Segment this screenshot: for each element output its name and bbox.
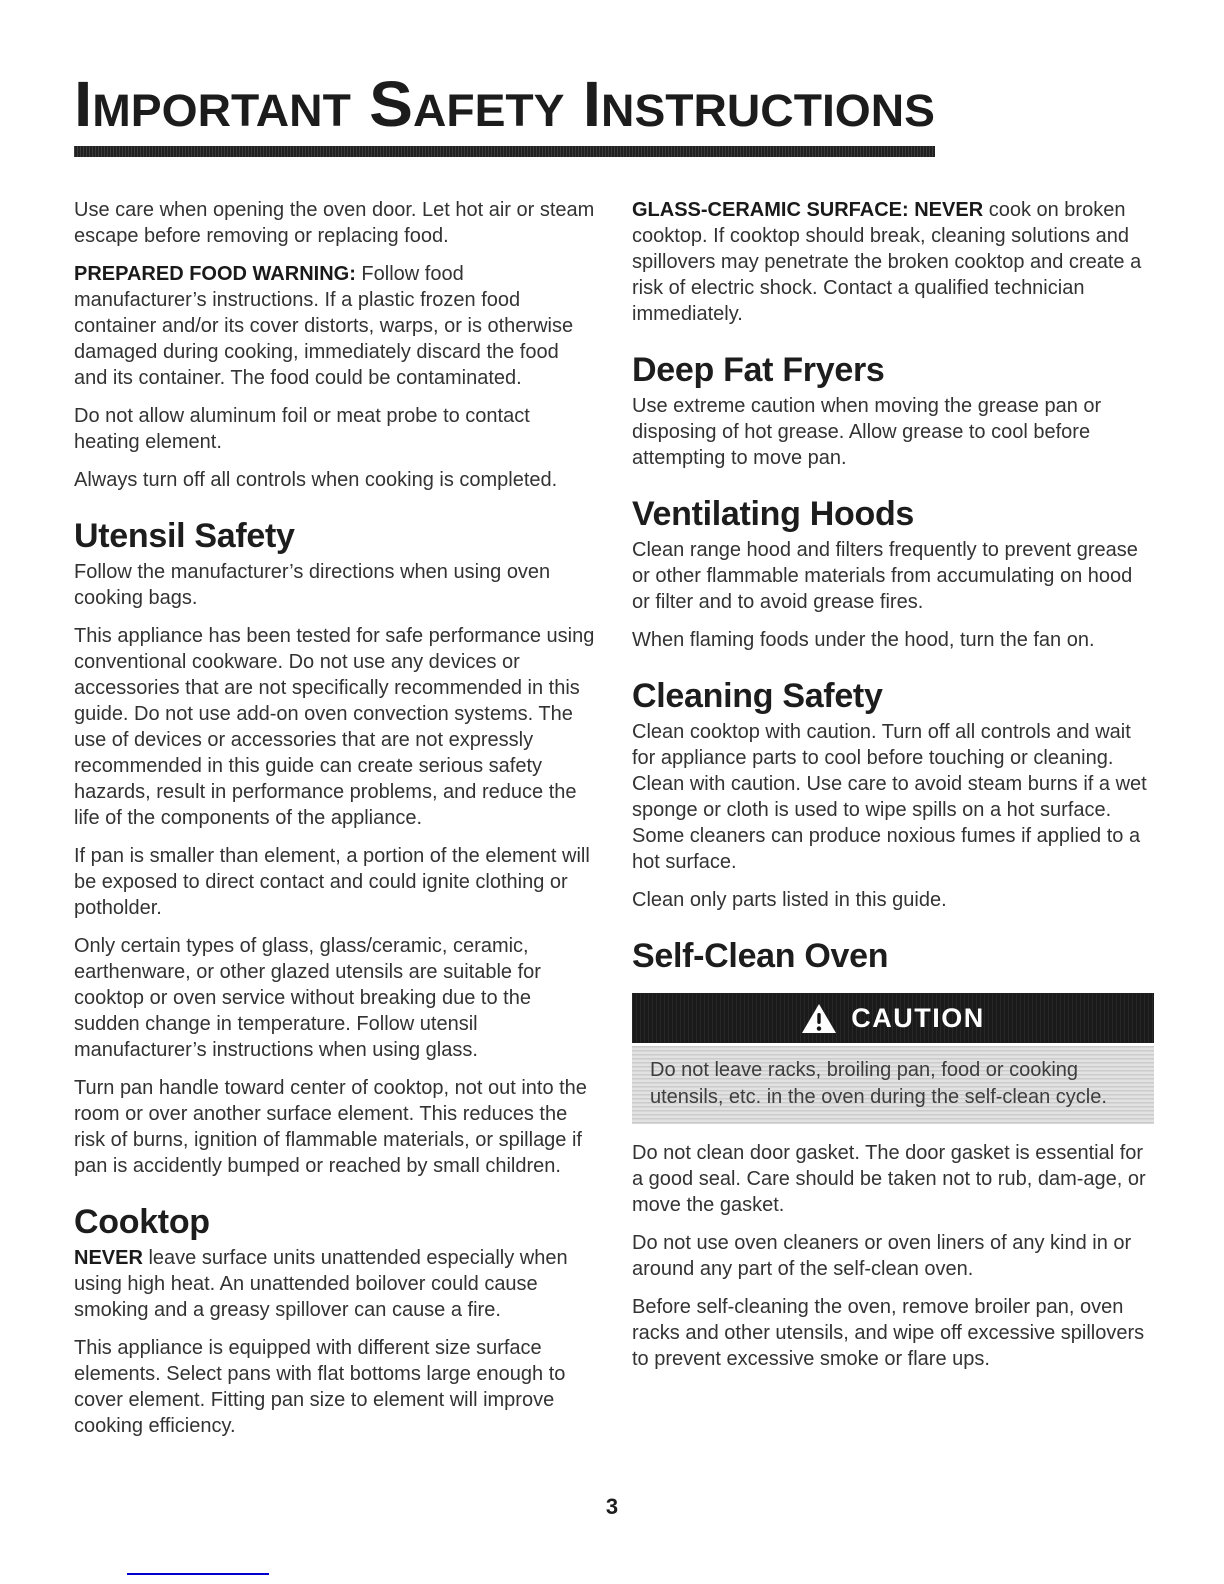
content-columns: [74, 197, 1150, 1451]
paragraph: [632, 1140, 1154, 1218]
page-title: Important Safety Instructions: [74, 68, 935, 140]
paragraph: [632, 887, 1154, 913]
paragraph: [632, 1294, 1154, 1372]
paragraph: [74, 933, 596, 1063]
paragraph: [74, 467, 596, 493]
section-heading: Self-Clean Oven: [632, 937, 889, 975]
paragraph-text: Follow the manufacturer’s directions when using oven cooking bags.: [74, 561, 551, 609]
left-column: [74, 197, 596, 1451]
section-heading: Cooktop: [74, 1203, 210, 1241]
bold-lead: GLASS-CERAMIC SURFACE: NEVER: [632, 199, 984, 221]
paragraph: [74, 1075, 596, 1179]
paragraph-text: cook on broken cooktop. If cooktop should break, cleaning solutions and spillovers may penetrate the broken cooktop and create a risk of electric shock. Contact a qualified technician immediately.: [632, 199, 1142, 325]
paragraph: [632, 627, 1154, 653]
page-header: [74, 68, 1150, 157]
paragraph-text: Clean range hood and filters frequently to prevent grease or other flammable materials from accumulating on hood or filter and to avoid grease fires.: [632, 539, 1138, 613]
page-number: 3: [605, 1494, 619, 1519]
paragraph: [74, 403, 596, 455]
caution-label: CAUTION: [851, 1002, 985, 1033]
bold-lead: PREPARED FOOD WARNING:: [74, 263, 356, 285]
paragraph-text: Turn pan handle toward center of cooktop, not out into the room or over another surface element. This reduces the risk of burns, ignition of flammable materials, or spillage if pan is accidently bumped or reached by small children.: [74, 1077, 587, 1177]
paragraph-text: Use extreme caution when moving the grease pan or disposing of hot grease. Allow grease to cool before attempting to move pan.: [632, 395, 1102, 469]
paragraph-text: Use care when opening the oven door. Let hot air or steam escape before removing or replacing food.: [74, 199, 595, 247]
paragraph-text: Always turn off all controls when cooking is completed.: [74, 469, 558, 491]
title-underline-bar: [74, 146, 935, 157]
paragraph: [74, 1245, 596, 1323]
section-heading: Ventilating Hoods: [632, 495, 915, 533]
section-heading: Cleaning Safety: [632, 677, 883, 715]
paragraph: [632, 537, 1154, 615]
paragraph: [632, 1230, 1154, 1282]
paragraph-text: Follow food manufacturer’s instructions. If a plastic frozen food container and/or its cover distorts, warps, or is otherwise damaged during cooking, immediately discard the food and its container. The food could be contaminated.: [74, 263, 574, 389]
paragraph-text: Do not use oven cleaners or oven liners of any kind in or around any part of the self-clean oven.: [632, 1232, 1132, 1280]
paragraph: [74, 1335, 596, 1439]
caution-box: [632, 993, 1154, 1124]
paragraph: [632, 197, 1154, 327]
caution-body-text: Do not leave racks, broiling pan, food or cooking utensils, etc. in the oven during the self-clean cycle.: [632, 1043, 1154, 1124]
paragraph: [74, 261, 596, 391]
paragraph-text: leave surface units unattended especially when using high heat. An unattended boilover could cause smoking and a greasy spillover can cause a fire.: [74, 1247, 568, 1321]
section-heading: Utensil Safety: [74, 517, 295, 555]
paragraph-text: Do not allow aluminum foil or meat probe to contact heating element.: [74, 405, 530, 453]
paragraph-text: Before self-cleaning the oven, remove broiler pan, oven racks and other utensils, and wipe off excessive spillovers to prevent excessive smoke or flare ups.: [632, 1296, 1145, 1370]
paragraph: [632, 393, 1154, 471]
caution-header: [632, 993, 1154, 1043]
paragraph-text: This appliance has been tested for safe performance using conventional cookware. Do not use any devices or accessories that are not specifically recommended in this guide. Do not use add-on oven convection systems. The use of devices or accessories that are not expressly recommended in this guide can create serious safety hazards, result in performance problems, and reduce the life of the components of the appliance.: [74, 625, 595, 829]
paragraph: [74, 197, 596, 249]
paragraph-text: When flaming foods under the hood, turn the fan on.: [632, 629, 1095, 651]
paragraph-text: This appliance is equipped with different size surface elements. Select pans with flat bottoms large enough to cover element. Fitting pan size to element will improve cooking efficiency.: [74, 1337, 566, 1437]
paragraph-text: Clean only parts listed in this guide.: [632, 889, 947, 911]
paragraph: [74, 623, 596, 831]
paragraph: [74, 843, 596, 921]
paragraph: [632, 719, 1154, 875]
footer-blue-line: [127, 1573, 269, 1575]
paragraph-text: If pan is smaller than element, a portion of the element will be exposed to direct contact and could ignite clothing or potholder.: [74, 845, 590, 919]
paragraph-text: Do not clean door gasket. The door gasket is essential for a good seal. Care should be taken not to rub, dam-age, or move the gasket.: [632, 1142, 1146, 1216]
warning-triangle-icon: [801, 1003, 837, 1034]
paragraph-text: Only certain types of glass, glass/ceramic, ceramic, earthenware, or other glazed utensils are suitable for cooktop or oven service without breaking due to the sudden change in temperature. Follow utensil manufacturer’s instructions when using glass.: [74, 935, 541, 1061]
right-column: [632, 197, 1154, 1384]
paragraph-text: Clean cooktop with caution. Turn off all controls and wait for appliance parts to cool before touching or cleaning. Clean with caution. Use care to avoid steam burns if a wet sponge or cloth is used to wipe spills on a hot surface. Some cleaners can produce noxious fumes if applied to a hot surface.: [632, 721, 1147, 873]
section-heading: Deep Fat Fryers: [632, 351, 885, 389]
bold-lead: NEVER: [74, 1247, 143, 1269]
paragraph: [74, 559, 596, 611]
